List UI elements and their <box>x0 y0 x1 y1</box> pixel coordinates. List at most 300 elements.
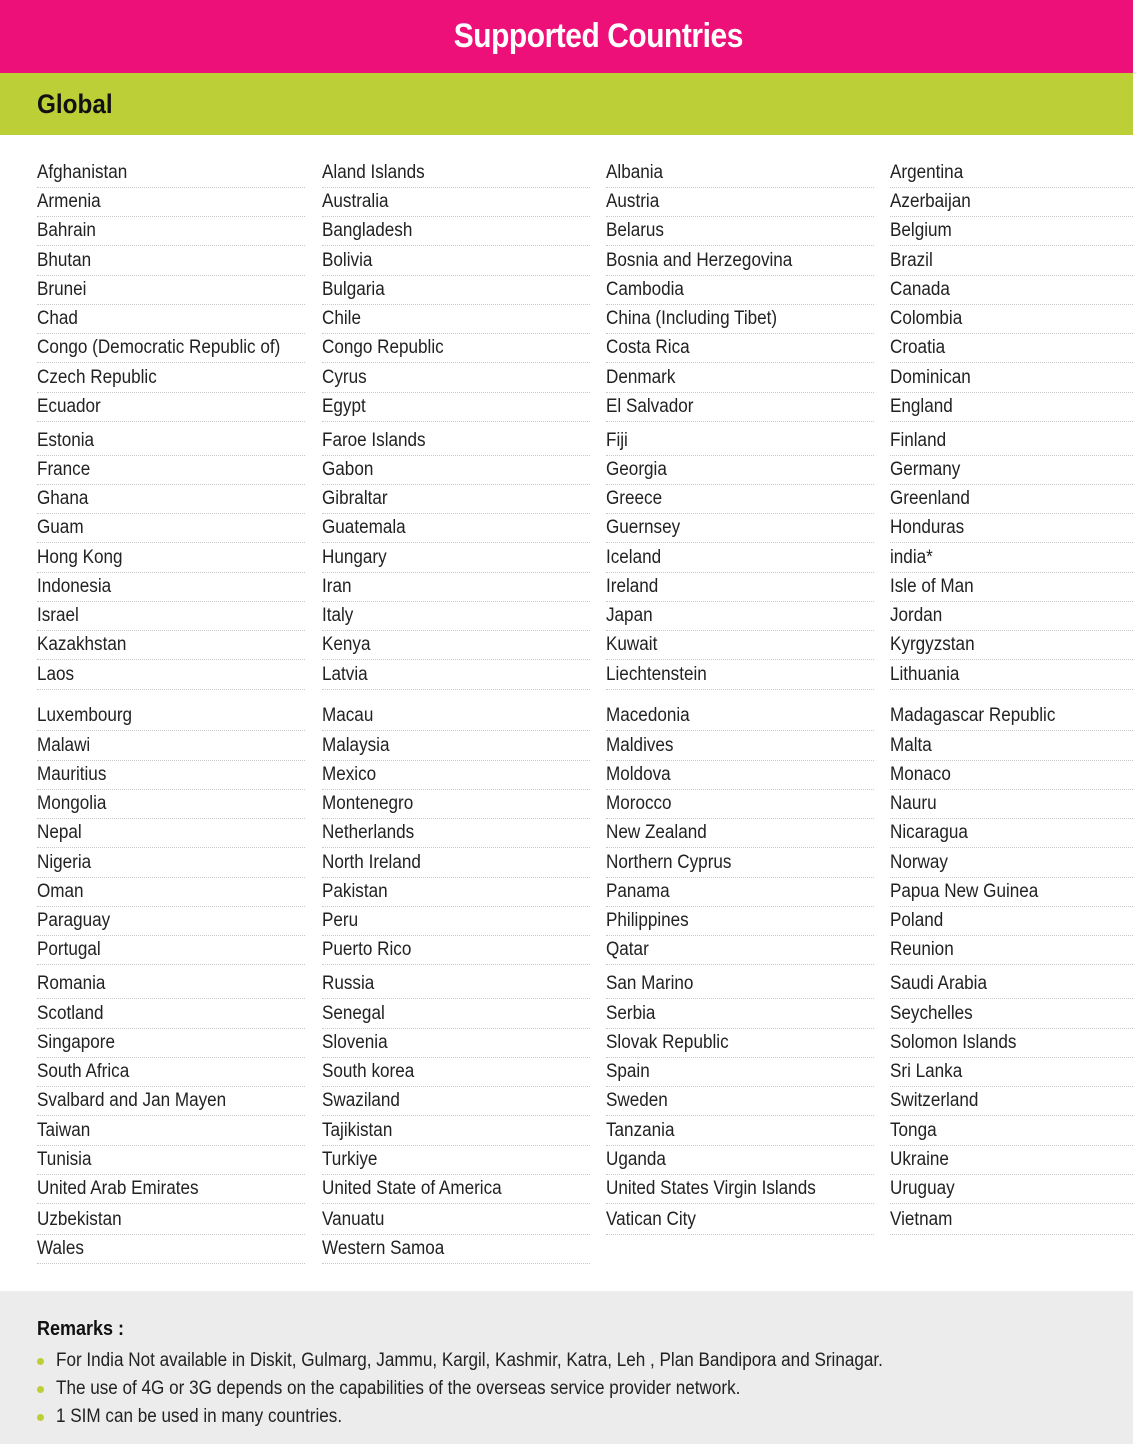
country-name: Kuwait <box>606 634 658 655</box>
country-name: Pakistan <box>322 881 388 902</box>
table-row <box>37 999 1133 1029</box>
country-name: Afghanistan <box>37 162 128 183</box>
table-row <box>37 363 1133 393</box>
table-row <box>37 1145 1133 1175</box>
country-cell <box>322 1086 590 1116</box>
country-cell <box>890 572 1133 602</box>
country-cell <box>606 1174 874 1204</box>
country-cell <box>890 246 1133 276</box>
country-name: Bhutan <box>37 250 92 271</box>
country-name: Armenia <box>37 191 101 212</box>
country-cell <box>606 1145 874 1175</box>
country-cell <box>322 275 590 305</box>
country-name: Hungary <box>322 547 387 568</box>
country-name: Kenya <box>322 634 371 655</box>
country-cell <box>890 999 1133 1029</box>
country-name: Tonga <box>890 1120 937 1141</box>
country-name: Cyrus <box>322 367 367 388</box>
country-name: Iran <box>322 576 352 597</box>
table-row <box>37 484 1133 514</box>
country-cell <box>322 906 590 936</box>
country-cell <box>322 1028 590 1058</box>
country-cell <box>37 1174 305 1204</box>
country-name: Kazakhstan <box>37 634 127 655</box>
country-name: Denmark <box>606 367 676 388</box>
table-row <box>37 392 1133 422</box>
remark-item: For India Not available in Diskit, Gulmarg, Jammu, Kargil, Kashmir, Katra, Leh , Plan Bandipora and Srinagar. <box>37 1347 975 1375</box>
country-cell <box>606 789 874 819</box>
table-row <box>37 760 1133 790</box>
table-row <box>37 246 1133 276</box>
country-name: Iceland <box>606 547 662 568</box>
country-cell <box>606 1057 874 1087</box>
table-row <box>37 701 1133 731</box>
country-cell <box>322 660 590 690</box>
country-cell <box>37 630 305 660</box>
country-cell <box>322 333 590 363</box>
country-cell <box>606 275 874 305</box>
country-name: Australia <box>322 191 389 212</box>
country-name: Western Samoa <box>322 1238 445 1259</box>
country-cell <box>606 158 874 188</box>
country-cell <box>606 246 874 276</box>
country-cell <box>890 455 1133 485</box>
country-name: Belarus <box>606 220 664 241</box>
country-name: Fiji <box>606 430 628 451</box>
country-cell <box>322 701 590 731</box>
country-name: Bulgaria <box>322 279 385 300</box>
country-name: United Arab Emirates <box>37 1178 199 1199</box>
country-cell <box>890 630 1133 660</box>
country-name: Mexico <box>322 764 377 785</box>
remarks-section <box>0 1291 1133 1444</box>
country-name: United States Virgin Islands <box>606 1178 816 1199</box>
country-cell <box>322 426 590 456</box>
table-row <box>37 304 1133 334</box>
country-name: France <box>37 459 91 480</box>
country-cell <box>606 935 874 965</box>
table-row <box>37 275 1133 305</box>
country-name: New Zealand <box>606 822 707 843</box>
country-cell <box>37 701 305 731</box>
country-name: Israel <box>37 605 79 626</box>
country-cell <box>322 216 590 246</box>
table-row <box>37 1057 1133 1087</box>
region-title: Global <box>37 88 113 119</box>
country-name: Gabon <box>322 459 374 480</box>
country-cell <box>37 789 305 819</box>
country-cell <box>890 906 1133 936</box>
country-cell <box>606 969 874 999</box>
country-cell <box>606 848 874 878</box>
country-name: Greenland <box>890 488 970 509</box>
country-cell <box>890 1086 1133 1116</box>
country-cell <box>890 1174 1133 1204</box>
country-cell <box>890 969 1133 999</box>
country-name: Netherlands <box>322 822 415 843</box>
country-name: Portugal <box>37 939 101 960</box>
country-cell <box>890 789 1133 819</box>
country-name: Albania <box>606 162 664 183</box>
country-name: South korea <box>322 1061 415 1082</box>
country-name: Hong Kong <box>37 547 123 568</box>
country-name: Nauru <box>890 793 937 814</box>
country-name: Belgium <box>890 220 952 241</box>
country-name: Chad <box>37 308 78 329</box>
country-cell <box>37 1205 305 1235</box>
country-cell <box>606 363 874 393</box>
country-name: Qatar <box>606 939 649 960</box>
country-name: Paraguay <box>37 910 111 931</box>
country-cell <box>322 187 590 217</box>
country-cell <box>890 1145 1133 1175</box>
country-cell <box>322 1057 590 1087</box>
country-name: Gibraltar <box>322 488 388 509</box>
country-cell <box>890 731 1133 761</box>
country-cell <box>606 513 874 543</box>
country-cell <box>322 630 590 660</box>
country-name: Aland Islands <box>322 162 425 183</box>
country-cell <box>37 1145 305 1175</box>
country-cell <box>890 848 1133 878</box>
country-name: Puerto Rico <box>322 939 412 960</box>
country-cell <box>890 543 1133 573</box>
country-cell <box>890 660 1133 690</box>
country-name: Tunisia <box>37 1149 92 1170</box>
country-cell <box>890 601 1133 631</box>
country-name: Dominican <box>890 367 971 388</box>
country-name: Uzbekistan <box>37 1209 122 1230</box>
country-cell <box>322 935 590 965</box>
country-name: Austria <box>606 191 660 212</box>
country-name: Turkiye <box>322 1149 378 1170</box>
country-name: india* <box>890 547 933 568</box>
country-cell <box>890 877 1133 907</box>
country-name: Tajikistan <box>322 1120 393 1141</box>
table-row <box>37 1116 1133 1146</box>
country-name: Azerbaijan <box>890 191 971 212</box>
country-cell <box>890 426 1133 456</box>
country-cell <box>890 216 1133 246</box>
country-name: Panama <box>606 881 670 902</box>
table-row <box>37 630 1133 660</box>
country-cell <box>890 363 1133 393</box>
country-cell <box>37 484 305 514</box>
country-name: Norway <box>890 852 948 873</box>
country-name: Singapore <box>37 1032 115 1053</box>
country-name: Taiwan <box>37 1120 91 1141</box>
country-cell <box>37 1057 305 1087</box>
region-header <box>0 73 1133 135</box>
table-row <box>37 543 1133 573</box>
country-name: Romania <box>37 973 106 994</box>
table-row <box>37 877 1133 907</box>
country-name: Bolivia <box>322 250 373 271</box>
country-cell <box>890 187 1133 217</box>
country-name: Papua New Guinea <box>890 881 1039 902</box>
country-name: Madagascar Republic <box>890 705 1056 726</box>
country-name: Estonia <box>37 430 95 451</box>
country-name: Seychelles <box>890 1003 973 1024</box>
country-cell <box>322 304 590 334</box>
country-name: Vietnam <box>890 1209 953 1230</box>
country-name: San Marino <box>606 973 694 994</box>
country-name: Canada <box>890 279 950 300</box>
country-name: Lithuania <box>890 664 960 685</box>
country-name: Senegal <box>322 1003 385 1024</box>
country-cell <box>37 333 305 363</box>
country-cell <box>322 392 590 422</box>
page-header <box>0 0 1133 73</box>
country-name: Luxembourg <box>37 705 133 726</box>
country-name: Ecuador <box>37 396 101 417</box>
country-cell <box>890 513 1133 543</box>
bullet-icon <box>37 1386 44 1393</box>
country-cell <box>322 999 590 1029</box>
country-cell <box>606 760 874 790</box>
table-row <box>37 818 1133 848</box>
country-cell <box>37 877 305 907</box>
country-cell <box>37 1234 305 1264</box>
country-name: Bosnia and Herzegovina <box>606 250 793 271</box>
country-cell <box>37 818 305 848</box>
country-name: South Africa <box>37 1061 130 1082</box>
country-cell <box>322 731 590 761</box>
country-name: Montenegro <box>322 793 414 814</box>
country-cell <box>37 906 305 936</box>
country-cell <box>37 935 305 965</box>
country-name: Monaco <box>890 764 951 785</box>
country-name: Maldives <box>606 735 674 756</box>
table-row <box>37 1086 1133 1116</box>
country-cell <box>606 216 874 246</box>
country-cell <box>890 484 1133 514</box>
country-name: Ukraine <box>890 1149 949 1170</box>
country-name: Malaysia <box>322 735 390 756</box>
country-cell <box>890 1028 1133 1058</box>
bullet-icon <box>37 1414 44 1421</box>
table-row <box>37 1028 1133 1058</box>
country-name: Germany <box>890 459 961 480</box>
country-name: Isle of Man <box>890 576 974 597</box>
country-name: Costa Rica <box>606 337 690 358</box>
country-cell <box>37 275 305 305</box>
country-cell <box>322 848 590 878</box>
country-name: Moldova <box>606 764 671 785</box>
country-name: Guernsey <box>606 517 681 538</box>
country-cell <box>606 630 874 660</box>
country-name: Guam <box>37 517 84 538</box>
country-name: Indonesia <box>37 576 112 597</box>
country-name: Georgia <box>606 459 667 480</box>
table-row <box>37 572 1133 602</box>
country-cell <box>37 543 305 573</box>
country-cell <box>37 392 305 422</box>
country-name: Bangladesh <box>322 220 413 241</box>
country-cell <box>322 1116 590 1146</box>
country-cell <box>606 543 874 573</box>
country-name: Switzerland <box>890 1090 979 1111</box>
country-name: Poland <box>890 910 944 931</box>
country-name: Nigeria <box>37 852 92 873</box>
country-cell <box>37 731 305 761</box>
country-name: Japan <box>606 605 653 626</box>
bullet-icon <box>37 1358 44 1365</box>
country-cell <box>890 1116 1133 1146</box>
country-cell <box>606 572 874 602</box>
country-name: Nepal <box>37 822 82 843</box>
country-cell <box>606 999 874 1029</box>
country-name: Ireland <box>606 576 659 597</box>
page-title: Supported Countries <box>453 17 744 55</box>
country-name: Reunion <box>890 939 954 960</box>
country-name: United State of America <box>322 1178 502 1199</box>
country-name: Sweden <box>606 1090 668 1111</box>
country-cell <box>606 304 874 334</box>
table-row <box>37 969 1133 999</box>
country-name: Finland <box>890 430 947 451</box>
country-cell <box>322 513 590 543</box>
country-cell <box>890 158 1133 188</box>
country-cell <box>322 760 590 790</box>
table-row <box>37 1174 1133 1204</box>
country-name: Nicaragua <box>890 822 968 843</box>
country-cell <box>606 333 874 363</box>
country-name: Ghana <box>37 488 89 509</box>
country-cell <box>37 999 305 1029</box>
country-name: Brazil <box>890 250 933 271</box>
country-cell <box>37 455 305 485</box>
table-row <box>37 601 1133 631</box>
country-cell <box>322 158 590 188</box>
country-name: Saudi Arabia <box>890 973 987 994</box>
country-name: Czech Republic <box>37 367 157 388</box>
country-cell <box>890 818 1133 848</box>
country-cell <box>37 304 305 334</box>
country-cell <box>37 1086 305 1116</box>
country-cell <box>37 601 305 631</box>
country-cell <box>606 1028 874 1058</box>
remarks-list <box>37 1347 975 1431</box>
country-name: Kyrgyzstan <box>890 634 975 655</box>
country-cell <box>37 158 305 188</box>
country-cell <box>37 187 305 217</box>
country-name: Congo (Democratic Republic of) <box>37 337 281 358</box>
country-cell <box>37 760 305 790</box>
country-name: Svalbard and Jan Mayen <box>37 1090 227 1111</box>
country-name: El Salvador <box>606 396 694 417</box>
country-cell <box>606 601 874 631</box>
table-row <box>37 158 1133 188</box>
table-row <box>37 1205 1133 1235</box>
country-name: Latvia <box>322 664 368 685</box>
country-name: Malta <box>890 735 932 756</box>
country-cell <box>322 484 590 514</box>
country-cell <box>890 304 1133 334</box>
remarks-title: Remarks : <box>37 1318 125 1340</box>
table-row <box>37 455 1133 485</box>
country-cell <box>890 333 1133 363</box>
country-name: Vatican City <box>606 1209 696 1230</box>
country-cell <box>606 660 874 690</box>
country-cell <box>606 392 874 422</box>
country-cell <box>37 363 305 393</box>
country-name: Scotland <box>37 1003 104 1024</box>
country-cell <box>37 660 305 690</box>
country-cell <box>37 513 305 543</box>
table-row <box>37 333 1133 363</box>
table-row <box>37 731 1133 761</box>
country-name: Macedonia <box>606 705 690 726</box>
remark-item: The use of 4G or 3G depends on the capabilities of the overseas service provider network. <box>37 1375 975 1403</box>
country-name: Argentina <box>890 162 964 183</box>
country-cell <box>37 246 305 276</box>
country-name: Northern Cyprus <box>606 852 732 873</box>
country-name: Morocco <box>606 793 672 814</box>
country-cell <box>606 484 874 514</box>
country-cell <box>322 543 590 573</box>
country-name: Wales <box>37 1238 84 1259</box>
country-name: Uganda <box>606 1149 666 1170</box>
country-name: Swaziland <box>322 1090 400 1111</box>
country-cell <box>606 455 874 485</box>
country-cell <box>37 848 305 878</box>
country-name: Malawi <box>37 735 91 756</box>
country-name: Liechtenstein <box>606 664 707 685</box>
table-row <box>37 906 1133 936</box>
country-cell <box>322 969 590 999</box>
country-cell <box>322 572 590 602</box>
country-cell <box>606 1116 874 1146</box>
country-name: Bahrain <box>37 220 96 241</box>
country-name: Solomon Islands <box>890 1032 1017 1053</box>
country-name: Croatia <box>890 337 946 358</box>
country-cell <box>322 1205 590 1235</box>
country-name: Vanuatu <box>322 1209 385 1230</box>
country-name: Philippines <box>606 910 689 931</box>
country-name: Congo Republic <box>322 337 444 358</box>
country-cell <box>37 1116 305 1146</box>
country-cell <box>606 877 874 907</box>
country-cell <box>322 789 590 819</box>
country-cell <box>606 187 874 217</box>
country-name: Slovenia <box>322 1032 388 1053</box>
table-row <box>37 513 1133 543</box>
country-cell <box>37 216 305 246</box>
country-cell <box>890 275 1133 305</box>
country-cell <box>890 392 1133 422</box>
country-name: Uruguay <box>890 1178 955 1199</box>
table-row <box>37 660 1133 690</box>
country-name: Honduras <box>890 517 965 538</box>
country-cell <box>37 969 305 999</box>
country-name: Russia <box>322 973 375 994</box>
table-row <box>37 935 1133 965</box>
country-name: China (Including Tibet) <box>606 308 778 329</box>
table-row <box>37 216 1133 246</box>
country-cell <box>606 906 874 936</box>
country-name: Jordan <box>890 605 943 626</box>
country-name: Colombia <box>890 308 963 329</box>
country-name: Brunei <box>37 279 87 300</box>
country-name: Greece <box>606 488 663 509</box>
country-cell <box>606 731 874 761</box>
country-cell <box>890 760 1133 790</box>
remark-item: 1 SIM can be used in many countries. <box>37 1403 975 1431</box>
country-cell <box>322 601 590 631</box>
country-cell <box>606 1086 874 1116</box>
country-name: Slovak Republic <box>606 1032 729 1053</box>
